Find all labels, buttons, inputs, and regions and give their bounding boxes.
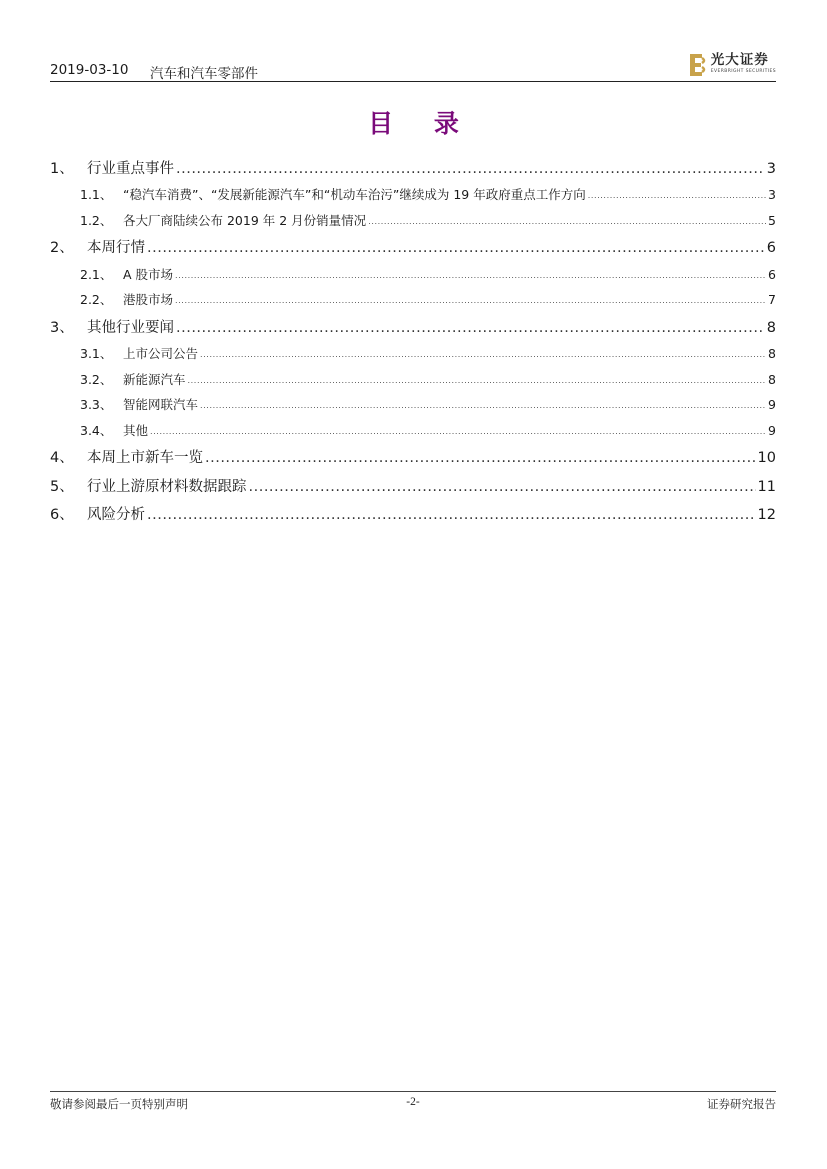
toc-entry-label: 行业重点事件	[87, 160, 174, 177]
toc-entry-label: 其他	[123, 422, 149, 438]
everbright-logo-icon	[688, 52, 707, 78]
toc-entry[interactable]	[50, 468, 776, 497]
toc-entry-number: 4、	[50, 450, 74, 466]
toc-entry-page: 8	[768, 346, 776, 361]
logo-english-name: EVERBRIGHT SECURITIES	[710, 69, 776, 74]
toc-entry-page: 9	[768, 397, 776, 412]
toc-entry-number: 3.1、	[80, 346, 113, 361]
toc-entry-page: 12	[757, 507, 776, 523]
toc-entry-label: 各大厂商陆续公布 2019 年 2 月份销量情况	[123, 212, 367, 228]
toc-entry[interactable]	[50, 230, 776, 259]
toc-entry-number: 2、	[50, 240, 74, 256]
toc-subentry[interactable]	[50, 258, 776, 284]
toc-dot-leader	[205, 448, 756, 468]
toc-subentry[interactable]	[50, 338, 776, 364]
toc-entry-number: 3.2、	[80, 371, 113, 387]
toc-entry-number: 1.2、	[80, 212, 113, 228]
toc-entry-number: 3.4、	[80, 422, 113, 438]
toc-entry-label: 本周上市新车一览	[87, 450, 203, 466]
toc-entry-page: 7	[768, 292, 776, 307]
toc-dot-leader	[147, 505, 756, 525]
toc-dot-leader	[200, 347, 766, 363]
toc-entry-page: 6	[768, 266, 776, 282]
toc-entry-page: 9	[768, 422, 776, 438]
logo-chinese-name: 光大证券	[710, 52, 769, 68]
toc-subentry[interactable]	[50, 179, 776, 205]
toc-dot-leader	[175, 293, 766, 309]
toc-entry-label: 港股市场	[123, 292, 174, 307]
toc-dot-leader	[176, 318, 765, 338]
toc-entry-page: 6	[766, 240, 776, 256]
toc-subentry[interactable]	[50, 389, 776, 415]
toc-entry-number: 2.2、	[80, 292, 113, 307]
report-type: 证券研究报告	[707, 1097, 776, 1111]
company-logo	[688, 52, 776, 80]
toc-entry-label: 本周行情	[87, 240, 145, 256]
toc-dot-leader	[188, 373, 767, 389]
toc-entry-page: 8	[766, 319, 776, 336]
page-header	[50, 50, 776, 80]
toc-entry-number: 5、	[50, 478, 74, 495]
toc-entry-page: 5	[768, 212, 776, 228]
toc-entry-label: 智能网联汽车	[123, 397, 199, 412]
table-of-contents	[50, 150, 776, 525]
page-number: -2-	[406, 1096, 420, 1108]
header-divider	[50, 81, 776, 82]
toc-subentry[interactable]	[50, 363, 776, 389]
disclaimer-note: 敬请参阅最后一页特别声明	[50, 1097, 188, 1111]
toc-dot-leader	[176, 159, 765, 179]
toc-entry-label: 上市公司公告	[123, 346, 199, 361]
toc-entry-label: A 股市场	[123, 266, 174, 282]
toc-entry-number: 3.3、	[80, 397, 113, 412]
toc-title: 目 录	[368, 109, 475, 138]
toc-entry-label: 其他行业要闻	[87, 319, 174, 336]
toc-dot-leader	[175, 268, 766, 284]
footer-divider	[50, 1091, 776, 1092]
toc-entry-number: 6、	[50, 507, 74, 523]
page-footer	[50, 1096, 776, 1114]
toc-subentry[interactable]	[50, 204, 776, 230]
toc-entry-page: 11	[757, 478, 776, 495]
toc-entry-label: “稳汽车消费”、“发展新能源汽车”和“机动车治污”继续成为 19 年政府重点工作方向	[123, 187, 586, 202]
toc-subentry[interactable]	[50, 414, 776, 440]
toc-entry-label: 新能源汽车	[123, 371, 186, 387]
toc-entry-label: 行业上游原材料数据跟踪	[87, 478, 247, 495]
toc-entry[interactable]	[50, 497, 776, 526]
toc-entry[interactable]	[50, 440, 776, 469]
toc-subentry[interactable]	[50, 284, 776, 310]
toc-entry-label: 风险分析	[87, 507, 145, 523]
toc-entry[interactable]	[50, 309, 776, 338]
toc-entry-page: 3	[768, 187, 776, 202]
toc-dot-leader	[368, 214, 766, 230]
toc-dot-leader	[249, 477, 756, 497]
toc-entry-number: 1、	[50, 160, 74, 177]
report-sector: 汽车和汽车零部件	[150, 66, 258, 82]
toc-dot-leader	[200, 398, 766, 414]
toc-entry-number: 1.1、	[80, 187, 113, 202]
toc-dot-leader	[147, 238, 765, 258]
report-date: 2019-03-10	[50, 62, 129, 78]
toc-entry[interactable]	[50, 150, 776, 179]
toc-entry-number: 2.1、	[80, 266, 113, 282]
toc-entry-page: 8	[768, 371, 776, 387]
toc-entry-number: 3、	[50, 319, 74, 336]
toc-entry-page: 10	[757, 450, 776, 466]
toc-entry-page: 3	[766, 160, 776, 177]
toc-dot-leader	[588, 188, 766, 204]
toc-dot-leader	[150, 424, 766, 440]
